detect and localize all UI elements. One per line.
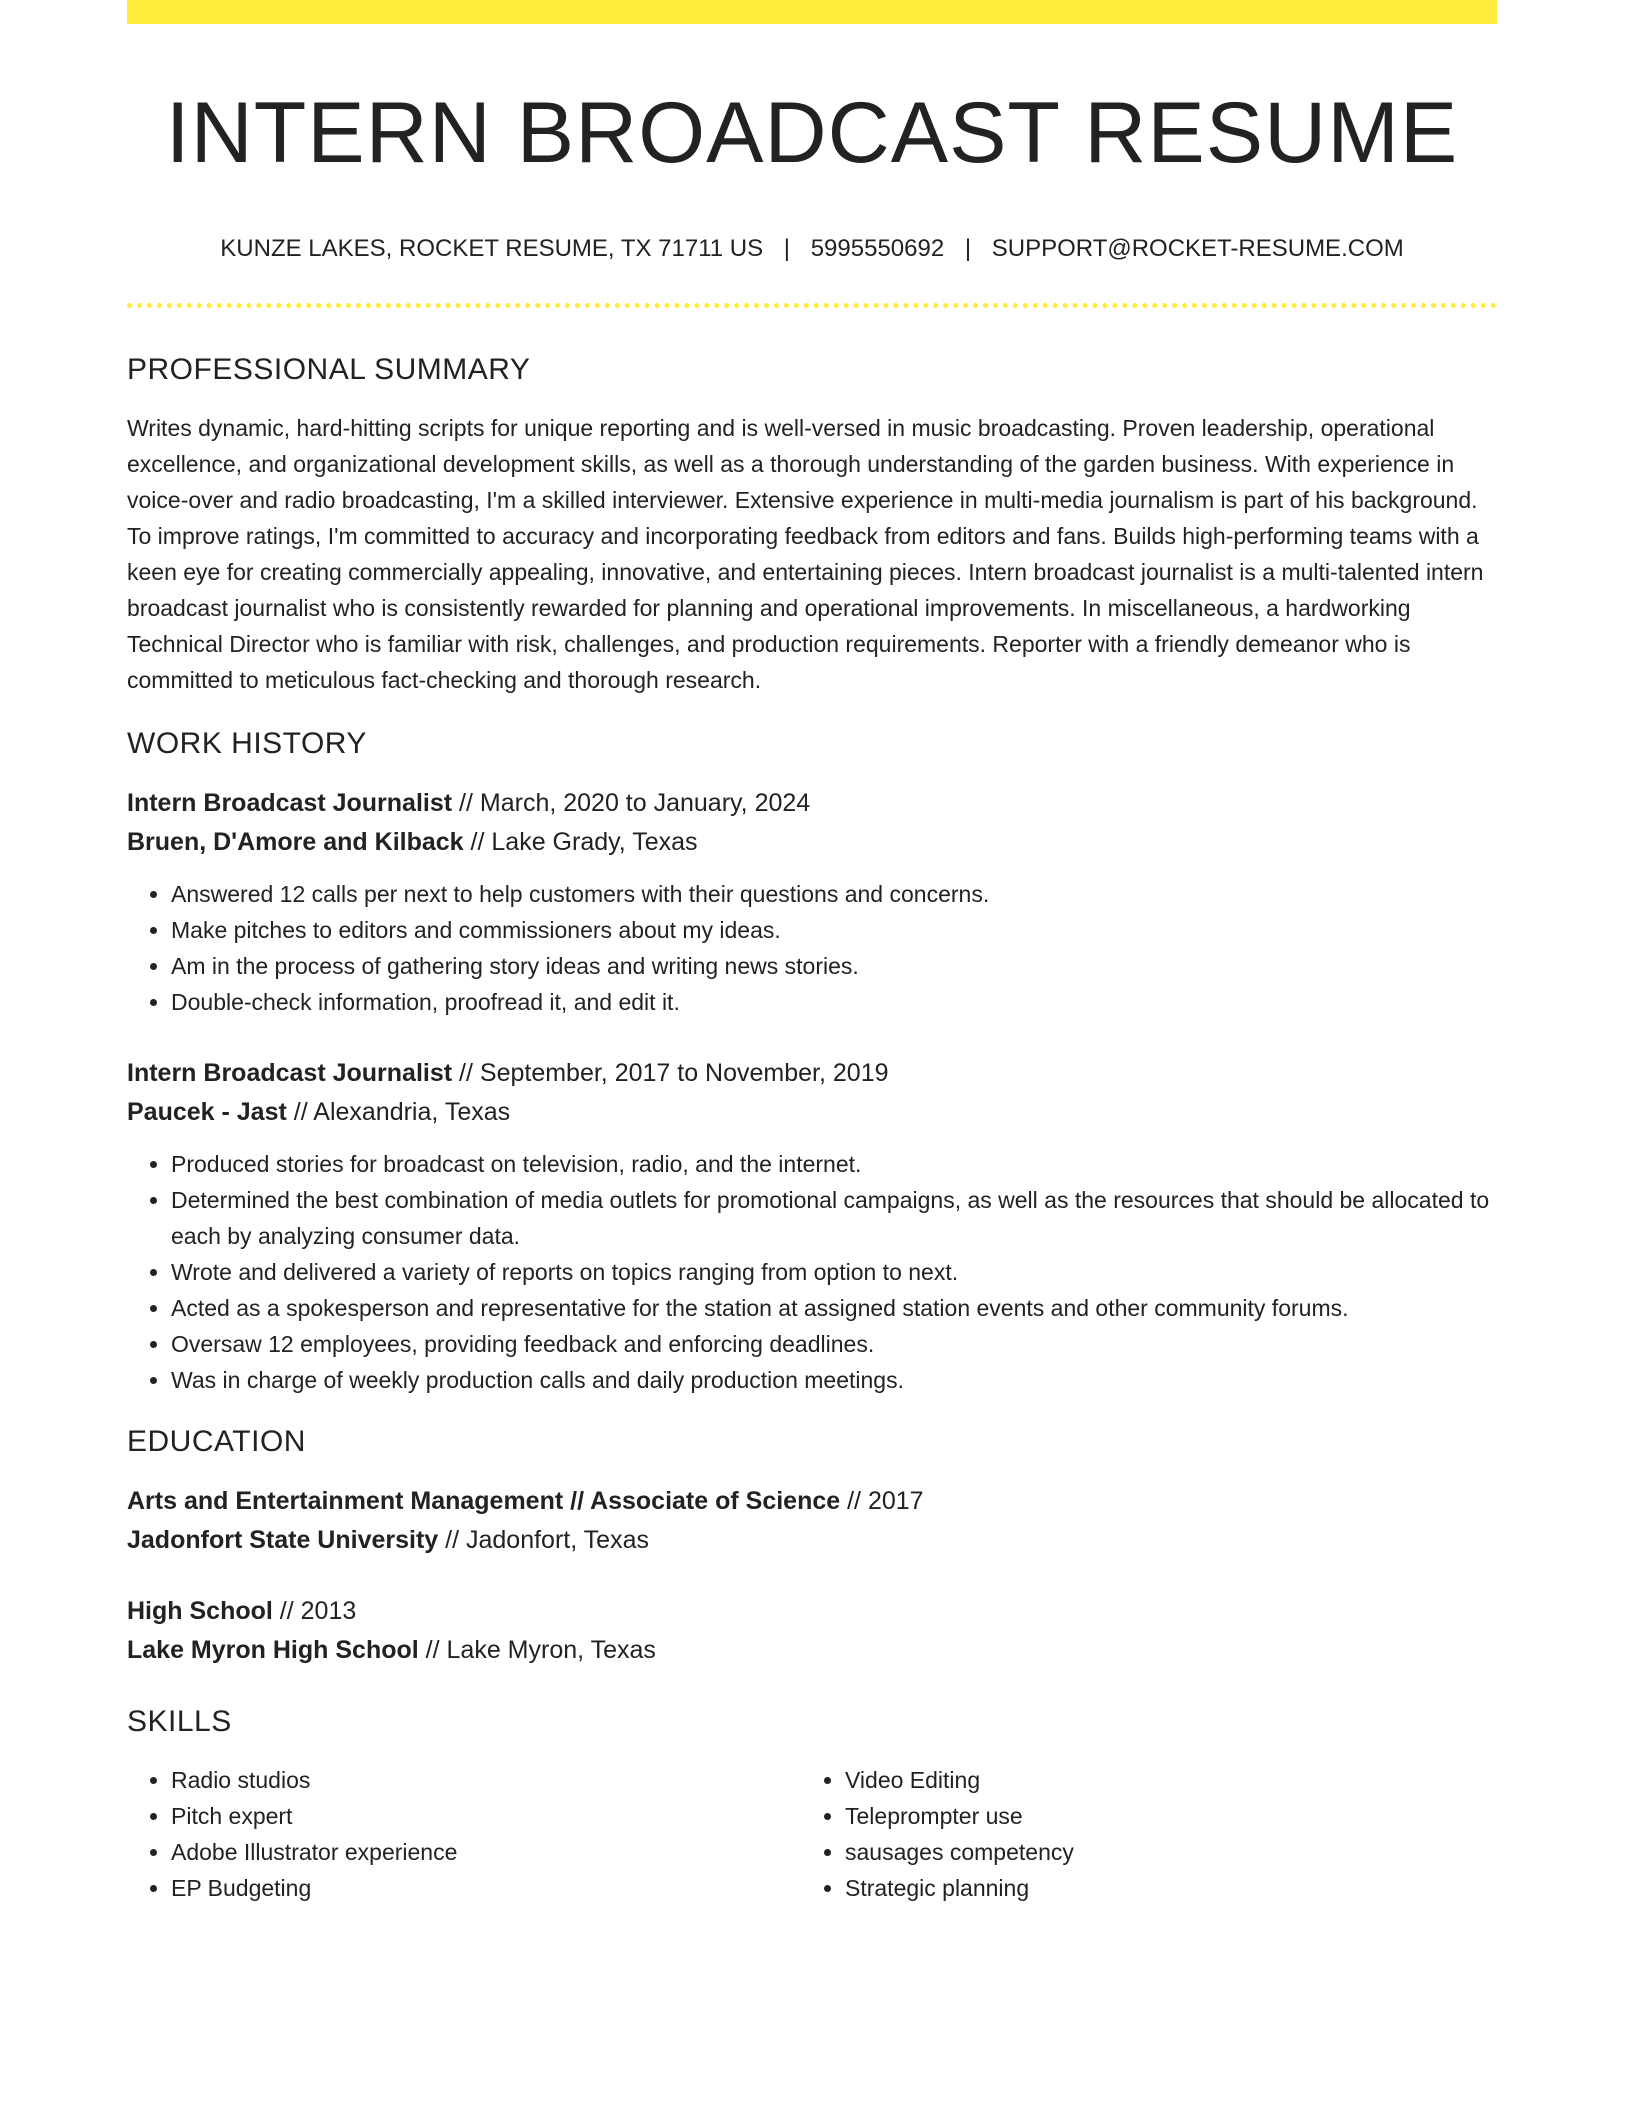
job-divider: // (459, 1059, 473, 1088)
skill-item: • sausages competency (845, 1834, 1475, 1870)
job-company: Paucek - Jast (127, 1098, 287, 1127)
contact-address: KUNZE LAKES, ROCKET RESUME, TX 71711 US (220, 234, 764, 262)
skills-column-left (127, 1762, 801, 1906)
degree-name: Arts and Entertainment Management // Associate of Science (127, 1487, 841, 1516)
skills-heading: SKILLS (127, 1705, 232, 1739)
education-heading: EDUCATION (127, 1425, 306, 1459)
contact-email[interactable]: SUPPORT@ROCKET-RESUME.COM (991, 234, 1404, 262)
skill-item: • Video Editing (845, 1762, 1475, 1798)
contact-separator: | (783, 234, 791, 262)
job-bullet: • Oversaw 12 employees, providing feedback and enforcing deadlines. (171, 1326, 1497, 1362)
summary-paragraph: Writes dynamic, hard-hitting scripts for unique reporting and is well-versed in music broadcasting. Proven leadership, operational excellence, and organizational development skills, as well as a thorough understanding of the garden business. With experience in voice-over and radio broadcasting, I'm a skilled interviewer. Extensive experience in multi-media journalism is part of his background. To improve ratings, I'm committed to accuracy and incorporating feedback from editors and fans. Builds high-performing teams with a keen eye for creating commercially appealing, innovative, and entertaining pieces. Intern broadcast journalist is a multi-talented intern broadcast journalist who is consistently rewarded for planning and operational improvements. In miscellaneous, a hardworking Technical Director who is familiar with risk, challenges, and production requirements. Reporter with a friendly demeanor who is committed to meticulous fact-checking and thorough research. (127, 415, 1484, 694)
job-dates: September, 2017 to November, 2019 (479, 1059, 889, 1088)
skills-grid (127, 1762, 1497, 1906)
contact-phone[interactable]: 5995550692 (810, 234, 945, 262)
job-location: Alexandria, Texas (313, 1098, 511, 1127)
job-divider: // (459, 789, 473, 818)
edu-divider: // (425, 1636, 440, 1665)
job-bullet: • Make pitches to editors and commissioners about my ideas. (171, 912, 1497, 948)
education-entry (127, 1592, 1497, 1670)
degree-line (127, 1482, 1497, 1521)
degree-year: 2013 (300, 1597, 357, 1626)
edu-divider: // (445, 1526, 460, 1555)
contact-separator: | (964, 234, 972, 262)
job-company: Bruen, D'Amore and Kilback (127, 828, 464, 857)
job-bullet-list (127, 876, 1497, 1020)
job-bullet-list (127, 1146, 1497, 1398)
school-line (127, 1521, 1497, 1560)
job-role: Intern Broadcast Journalist (127, 1059, 453, 1088)
skills-column-right (801, 1762, 1475, 1906)
top-accent-bar (127, 0, 1497, 24)
resume-title: INTERN BROADCAST RESUME (165, 85, 1459, 181)
resume-page (127, 0, 1497, 1906)
education-entry (127, 1482, 1497, 1560)
school-location: Jadonfort, Texas (466, 1526, 649, 1555)
school-line (127, 1631, 1497, 1670)
edu-divider: // (279, 1597, 294, 1626)
degree-line (127, 1592, 1497, 1631)
job-bullet: • Am in the process of gathering story ideas and writing news stories. (171, 948, 1497, 984)
job-bullet: • Answered 12 calls per next to help customers with their questions and concerns. (171, 876, 1497, 912)
skill-item: • Strategic planning (845, 1870, 1475, 1906)
contact-line (127, 235, 1497, 264)
dotted-divider (127, 303, 1497, 308)
job-bullet: • Was in charge of weekly production calls and daily production meetings. (171, 1362, 1497, 1398)
job-entry (127, 1054, 1497, 1398)
job-company-line (127, 823, 1497, 862)
job-divider: // (470, 828, 485, 857)
job-company-line (127, 1093, 1497, 1132)
job-location: Lake Grady, Texas (491, 828, 698, 857)
job-divider: // (293, 1098, 308, 1127)
job-bullet: • Double-check information, proofread it, and edit it. (171, 984, 1497, 1020)
school-name: Lake Myron High School (127, 1636, 419, 1665)
job-role: Intern Broadcast Journalist (127, 789, 453, 818)
summary-heading: PROFESSIONAL SUMMARY (127, 353, 531, 387)
job-title-line (127, 784, 1497, 823)
skill-item: • Radio studios (171, 1762, 801, 1798)
degree-year: 2017 (867, 1487, 924, 1516)
job-dates: March, 2020 to January, 2024 (479, 789, 811, 818)
job-bullet: • Wrote and delivered a variety of reports on topics ranging from option to next. (171, 1254, 1497, 1290)
skill-item: • EP Budgeting (171, 1870, 801, 1906)
job-entry (127, 784, 1497, 1020)
job-title-line (127, 1054, 1497, 1093)
work-history-heading: WORK HISTORY (127, 727, 367, 761)
skill-item: • Pitch expert (171, 1798, 801, 1834)
school-name: Jadonfort State University (127, 1526, 439, 1555)
edu-divider: // (847, 1487, 862, 1516)
degree-name: High School (127, 1597, 273, 1626)
skill-item: • Adobe Illustrator experience (171, 1834, 801, 1870)
job-bullet: • Produced stories for broadcast on television, radio, and the internet. (171, 1146, 1497, 1182)
job-bullet: • Acted as a spokesperson and representative for the station at assigned station events and other community forums. (171, 1290, 1497, 1326)
job-bullet: • Determined the best combination of media outlets for promotional campaigns, as well as the resources that should be allocated to each by analyzing consumer data. (171, 1182, 1497, 1254)
skill-item: • Teleprompter use (845, 1798, 1475, 1834)
school-location: Lake Myron, Texas (446, 1636, 656, 1665)
